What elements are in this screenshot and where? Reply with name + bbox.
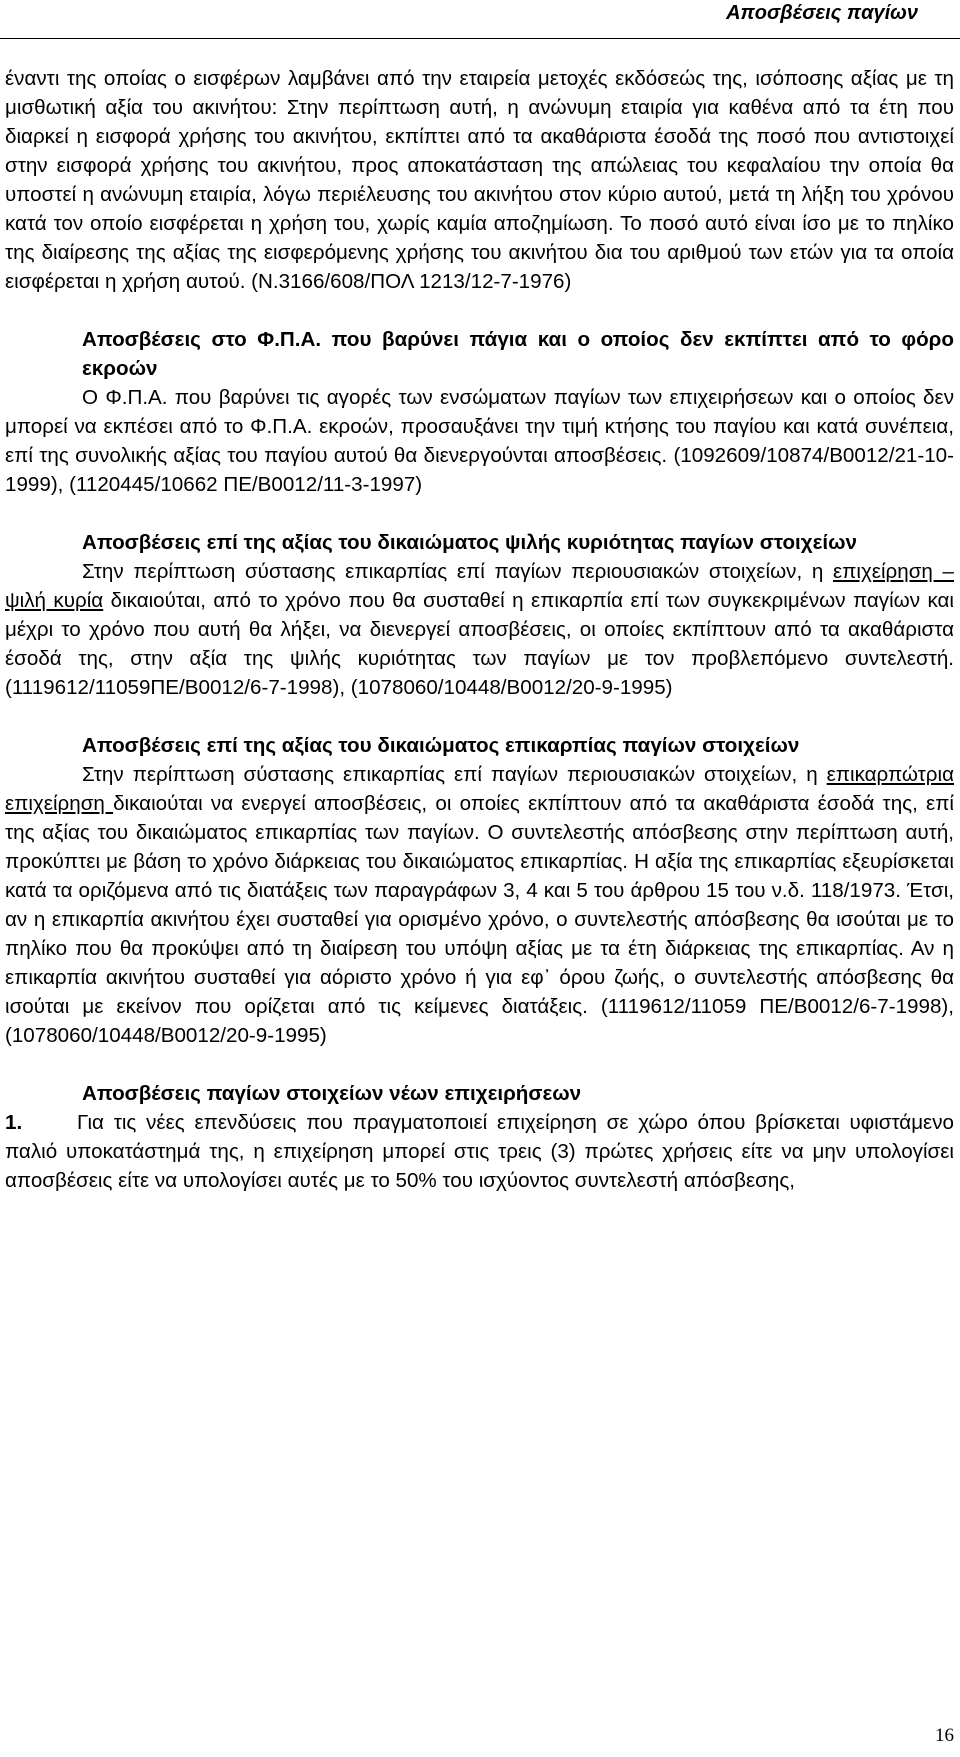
spacer xyxy=(5,499,954,528)
paragraph-continuation: έναντι της οποίας ο εισφέρων λαμβάνει από την εταιρεία μετοχές εκδόσεώς της, ισόποσης αξίας με τη μισθωτική αξία του ακινήτου: Στην περίπτωση αυτή, η ανώνυμη εταιρία για καθένα από τα έτη που διαρκεί η εισφορά χρήσης του ακινήτου, εκπίπτει από τα ακαθάριστα έσοδά της ποσό που αντιστοιχεί στην εισφορά χρήσης του ακινήτου, προς αποκατάσταση της απώλειας του κεφαλαίου την οποία θα υποστεί η ανώνυμη εταιρία, λόγω περιέλευσης του ακινήτου στον κύριο αυτού, μετά τη λήξη του χρόνου κατά τον οποίο εισφέρεται η χρήση του, χωρίς καμία αποζημίωση. Το ποσό αυτό είναι ίσο με το πηλίκο της διαίρεσης της αξίας της εισφερόμενης χρήσης του ακινήτου δια του αριθμού των ετών για τα οποία εισφέρεται η χρήση αυτού. (Ν.3166/608/ΠΟΛ 1213/12-7-1976) xyxy=(5,67,954,293)
item-text: Για τις νέες επενδύσεις που πραγματοποιεί επιχείρηση σε χώρο όπου βρίσκεται υφιστάμενο παλιό υποκατάστημά της, η επιχείρηση μπορεί στις τρεις (3) πρώτες χρήσεις είτε να μην υπολογίσει αποσβέσεις είτε να υπολογίσει αυτές με το 50% του ισχύοντος συντελεστή απόσβεσης, xyxy=(5,1111,954,1192)
spacer xyxy=(5,1050,954,1079)
section-heading-new-businesses: Αποσβέσεις παγίων στοιχείων νέων επιχειρήσεων xyxy=(82,1082,582,1105)
text-run: Στην περίπτωση σύστασης επικαρπίας επί παγίων περιουσιακών στοιχείων, η xyxy=(82,763,827,786)
section-heading-bare-ownership: Αποσβέσεις επί της αξίας του δικαιώματος ψιλής κυριότητας παγίων στοιχείων xyxy=(82,531,857,554)
section-heading-vat-depreciation: Αποσβέσεις στο Φ.Π.Α. που βαρύνει πάγια και ο οποίος δεν εκπίπτει από το φόρο εκροών xyxy=(82,328,954,380)
page-number: 16 xyxy=(935,1725,954,1746)
paragraph-vat-depreciation: Ο Φ.Π.Α. που βαρύνει τις αγορές των ενσώματων παγίων των επιχειρήσεων και ο οποίος δεν μπορεί να εκπέσει από το Φ.Π.Α. εκροών, προσαυξάνει την τιμή κτήσης του παγίου και κατά συνέπεια, επί της συνολικής αξίας του παγίου αυτού θα διενεργούνται αποσβέσεις. (1092609/10874/Β0012/21-10-1999), (1120445/10662 ΠΕ/Β0012/11-3-1997) xyxy=(5,386,954,496)
item-number: 1. xyxy=(5,1111,23,1134)
underlined-term: επικαρπώτρια επιχείρηση xyxy=(5,763,954,815)
spacer xyxy=(5,702,954,731)
text-run: Στην περίπτωση σύστασης επικαρπίας επί παγίων περιουσιακών στοιχείων, η xyxy=(82,560,833,583)
section-heading-usufruct: Αποσβέσεις επί της αξίας του δικαιώματος επικαρπίας παγίων στοιχείων xyxy=(82,734,800,757)
paragraph-usufruct xyxy=(5,760,954,1050)
underlined-term: επιχείρηση – ψιλή κυρία xyxy=(5,560,955,612)
running-header-title: Αποσβέσεις παγίων xyxy=(726,2,918,24)
text-run: δικαιούται να ενεργεί αποσβέσεις, οι οποίες εκπίπτουν από τα ακαθάριστα έσοδά της, επί της αξίας του δικαιώματος επικαρπίας των παγίων. Ο συντελεστής απόσβεσης στην περίπτωση αυτή, προκύπτει με βάση το χρόνο διάρκειας του δικαιώματος επικαρπίας. Η αξία της επικαρπίας εξευρίσκεται κατά τα οριζόμενα από τις διατάξεις των παραγράφων 3, 4 και 5 του άρθρου 15 του ν.δ. 118/1973. Έτσι, αν η επικαρπία ακινήτου έχει συσταθεί για ορισμένο χρόνο, ο συντελεστής απόσβεσης θα ισούται με το πηλίκο που θα προκύψει από τη διαίρεση του υπόψη αξίας με τα έτη διάρκειας της επικαρπίας. Αν η επικαρπία ακινήτου συσταθεί για αόριστο χρόνο ή για εφ᾽ όρου ζωής, ο συντελεστής απόσβεσης θα ισούται με εκείνον που ορίζεται από τις κείμενες διατάξεις. (1119612/11059 ΠΕ/Β0012/6-7-1998), (1078060/10448/Β0012/20-9-1995) xyxy=(5,792,954,1047)
document-body xyxy=(5,64,954,1195)
text-run: δικαιούται, από το χρόνο που θα συσταθεί η επικαρπία επί των συγκεκριμένων παγίων και μέχρι το χρόνο που αυτή θα λήξει, να διενεργεί αποσβέσεις, οι οποίες εκπίπτουν από τα ακαθάριστα έσοδά της, στην αξία της ψιλής κυριότητας των παγίων με τον προβλεπόμενο συντελεστή. (1119612/11059ΠΕ/Β0012/6-7-1998), (1078060/10448/Β0012/20-9-1995) xyxy=(5,589,954,699)
spacer xyxy=(5,296,954,325)
paragraph-bare-ownership xyxy=(5,557,954,702)
header-divider xyxy=(0,38,960,39)
numbered-item-1 xyxy=(5,1108,954,1195)
